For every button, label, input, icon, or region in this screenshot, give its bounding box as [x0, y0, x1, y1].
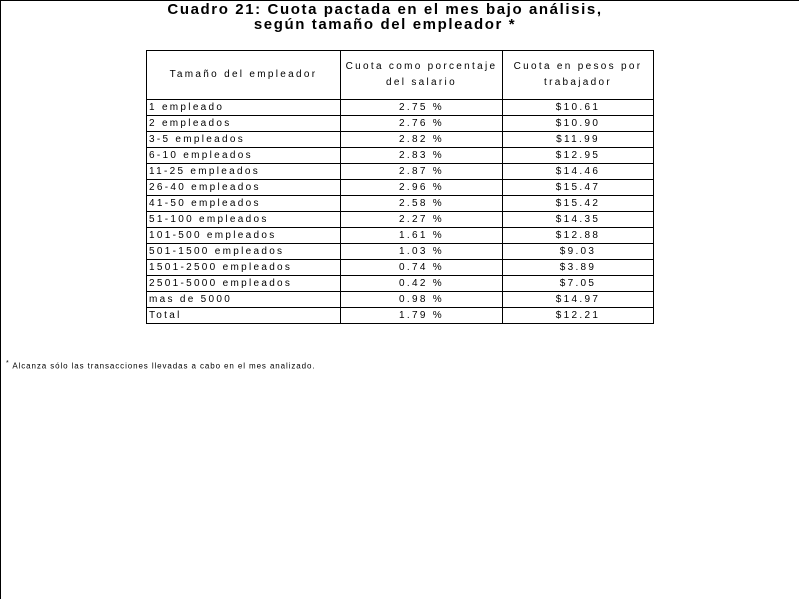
- cell-percent-salary: 2.82 %: [341, 132, 503, 148]
- cell-pesos-per-worker: $15.47: [503, 180, 654, 196]
- cell-percent-salary: 0.74 %: [341, 260, 503, 276]
- column-header-pesos-per-worker: Cuota en pesos por trabajador: [503, 51, 654, 100]
- cell-percent-salary: 2.75 %: [341, 100, 503, 116]
- cell-employer-size: 2501-5000 empleados: [147, 276, 341, 292]
- cell-pesos-per-worker: $12.21: [503, 308, 654, 324]
- cell-percent-salary: 2.27 %: [341, 212, 503, 228]
- cell-pesos-per-worker: $9.03: [503, 244, 654, 260]
- cell-employer-size: 1 empleado: [147, 100, 341, 116]
- cell-pesos-per-worker: $11.99: [503, 132, 654, 148]
- table-row: [147, 196, 654, 212]
- footnote-marker: *: [6, 360, 10, 367]
- cell-pesos-per-worker: $14.97: [503, 292, 654, 308]
- column-header-percent-salary: Cuota como porcentaje del salario: [341, 51, 503, 100]
- cell-employer-size: 11-25 empleados: [147, 164, 341, 180]
- cell-pesos-per-worker: $3.89: [503, 260, 654, 276]
- cell-pesos-per-worker: $14.46: [503, 164, 654, 180]
- cell-employer-size: 41-50 empleados: [147, 196, 341, 212]
- cell-employer-size: 101-500 empleados: [147, 228, 341, 244]
- cell-percent-salary: 1.79 %: [341, 308, 503, 324]
- cell-percent-salary: 1.61 %: [341, 228, 503, 244]
- title-line-2: según tamaño del empleador *: [253, 16, 517, 33]
- cell-pesos-per-worker: $12.95: [503, 148, 654, 164]
- cell-percent-salary: 1.03 %: [341, 244, 503, 260]
- table-row: [147, 228, 654, 244]
- cell-employer-size: 3-5 empleados: [147, 132, 341, 148]
- cell-employer-size: 6-10 empleados: [147, 148, 341, 164]
- table-header: [147, 51, 654, 100]
- cell-pesos-per-worker: $12.88: [503, 228, 654, 244]
- page-title: [100, 2, 670, 32]
- cell-percent-salary: 2.87 %: [341, 164, 503, 180]
- cell-pesos-per-worker: $7.05: [503, 276, 654, 292]
- table-row: [147, 100, 654, 116]
- table-row: [147, 212, 654, 228]
- cell-employer-size: 1501-2500 empleados: [147, 260, 341, 276]
- table-row: [147, 180, 654, 196]
- table-row: [147, 308, 654, 324]
- cell-percent-salary: 0.98 %: [341, 292, 503, 308]
- table-body: [147, 100, 654, 324]
- cell-pesos-per-worker: $10.90: [503, 116, 654, 132]
- cell-employer-size: 2 empleados: [147, 116, 341, 132]
- cell-pesos-per-worker: $14.35: [503, 212, 654, 228]
- table-row: [147, 148, 654, 164]
- cell-employer-size: 26-40 empleados: [147, 180, 341, 196]
- cell-percent-salary: 2.96 %: [341, 180, 503, 196]
- column-header-employer-size: Tamaño del empleador: [147, 51, 341, 100]
- table-row: [147, 164, 654, 180]
- footnote: [6, 360, 315, 371]
- cell-employer-size: mas de 5000: [147, 292, 341, 308]
- table-row: [147, 292, 654, 308]
- table-row: [147, 244, 654, 260]
- table-row: [147, 116, 654, 132]
- table-row: [147, 132, 654, 148]
- data-table: [146, 50, 654, 324]
- cell-percent-salary: 2.76 %: [341, 116, 503, 132]
- footnote-text: Alcanza sólo las transacciones llevadas a cabo en el mes analizado.: [12, 361, 316, 371]
- cell-employer-size: 51-100 empleados: [147, 212, 341, 228]
- table-row: [147, 260, 654, 276]
- cell-percent-salary: 0.42 %: [341, 276, 503, 292]
- table-row: [147, 276, 654, 292]
- title-line-1: Cuadro 21: Cuota pactada en el mes bajo análisis,: [167, 1, 603, 18]
- header-row: [147, 51, 654, 100]
- cell-employer-size: 501-1500 empleados: [147, 244, 341, 260]
- cell-pesos-per-worker: $15.42: [503, 196, 654, 212]
- cell-percent-salary: 2.83 %: [341, 148, 503, 164]
- cell-pesos-per-worker: $10.61: [503, 100, 654, 116]
- cell-percent-salary: 2.58 %: [341, 196, 503, 212]
- cell-employer-size: Total: [147, 308, 341, 324]
